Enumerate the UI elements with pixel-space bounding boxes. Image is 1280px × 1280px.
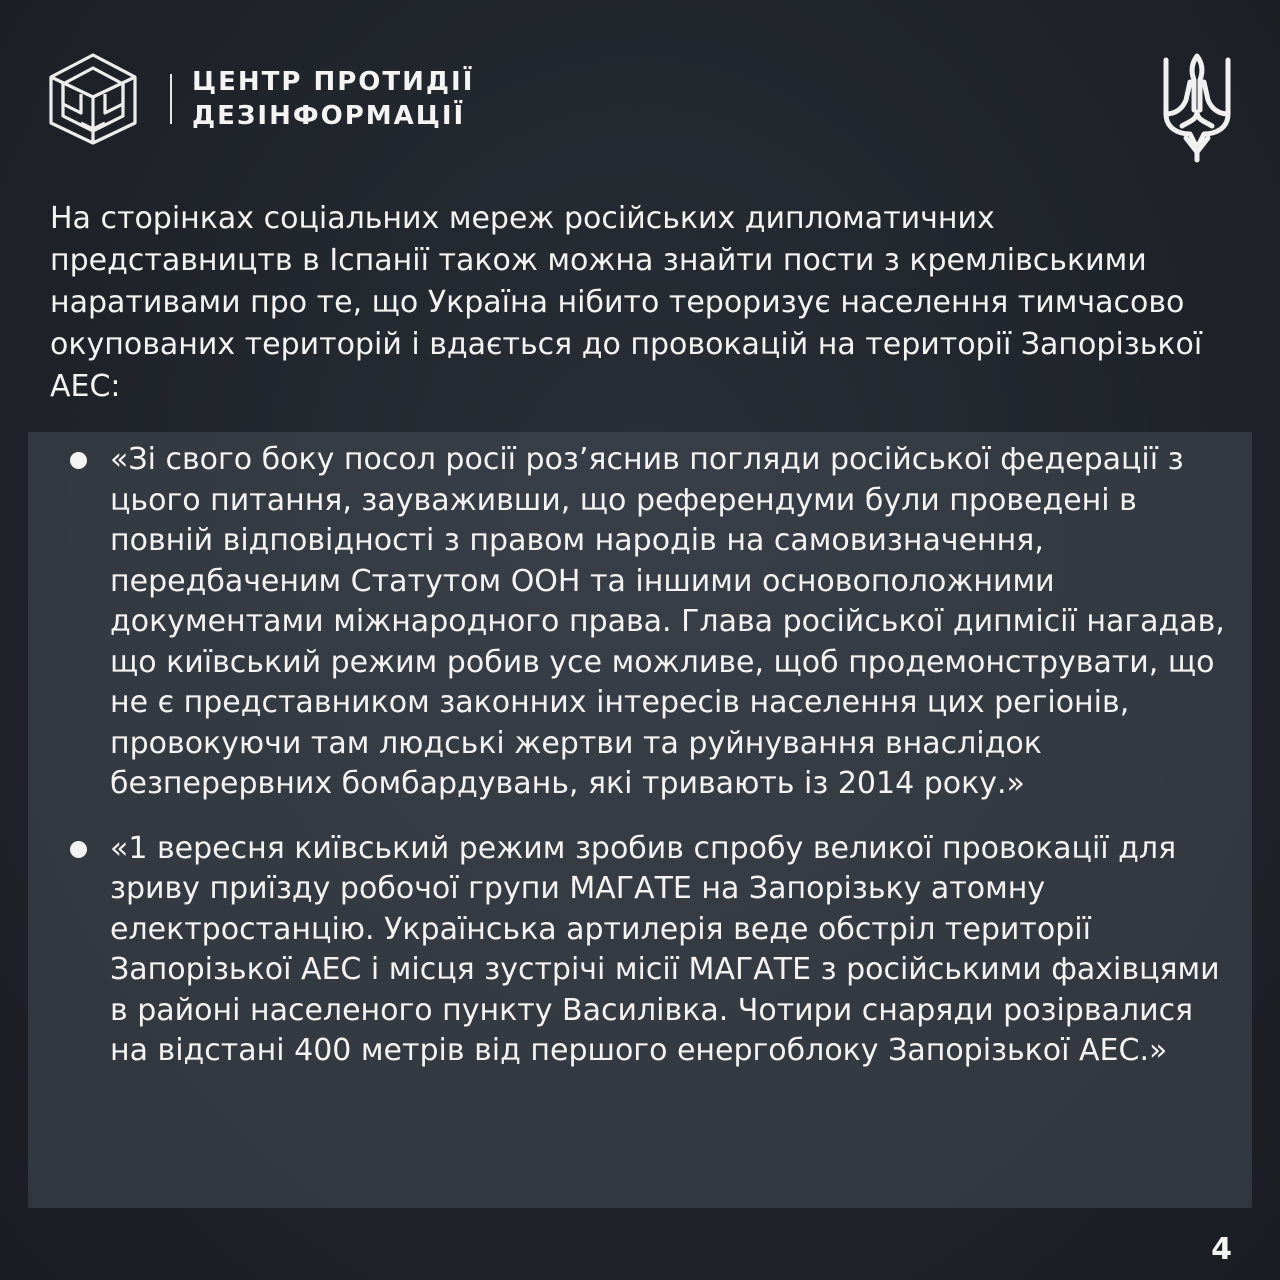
quote-text: «1 вересня київський режим зробив спробу великої провокації для зриву приїзду робочої групи МАГАТЕ на Запорізьку атомну електростанцію. Українська артилерія веде обстріл території Запорізької АЕС і місця зустрічі місії МАГАТЕ з російськими фахівцями в районі населеного пункту Василівка. Чотири снаряди розірвалися на відстані 400 метрів від першого енергоблоку Запорізької АЕС.» (110, 830, 1220, 1068)
bullet-icon (70, 841, 87, 858)
organization-name (192, 65, 474, 133)
brand-divider (170, 74, 172, 124)
quote-text: «Зі свого боку посол росії роз’яснив погляди російської федерації з цього питання, зауваживши, що референдуми були проведені в повній відповідності з правом народів на самовизначення, передбаченим Статутом ООН та іншими основоположними документами міжнародного права. Глава російської дипмісії нагадав, що київський режим робив усе можливе, щоб продемонструвати, що не є представником законних інтересів населення цих регіонів, провокуючи там людські жертви та руйнування внаслідок безперервних бомбардувань, які тривають із 2014 року.» (110, 442, 1225, 801)
organization-name-line2: ДЕЗІНФОРМАЦІЇ (192, 101, 466, 131)
quote-list (110, 440, 1230, 1072)
bullet-icon (70, 452, 87, 469)
list-item (110, 440, 1230, 805)
organization-name-line1: ЦЕНТР ПРОТИДІЇ (192, 67, 475, 97)
page-number: 4 (1211, 1232, 1232, 1267)
intro-paragraph: На сторінках соціальних мереж російських дипломатичних представництв в Іспанії також можна знайти пости з кремлівськими наративами про те, що Україна нібито тероризує населення тимчасово окупованих територій і вдається до провокацій на території Запорізької АЕС: (50, 201, 1203, 404)
ukraine-trident-icon (1160, 52, 1234, 164)
list-item (110, 829, 1230, 1072)
organization-brand (46, 52, 474, 146)
impossible-cube-logo-icon (46, 52, 140, 146)
